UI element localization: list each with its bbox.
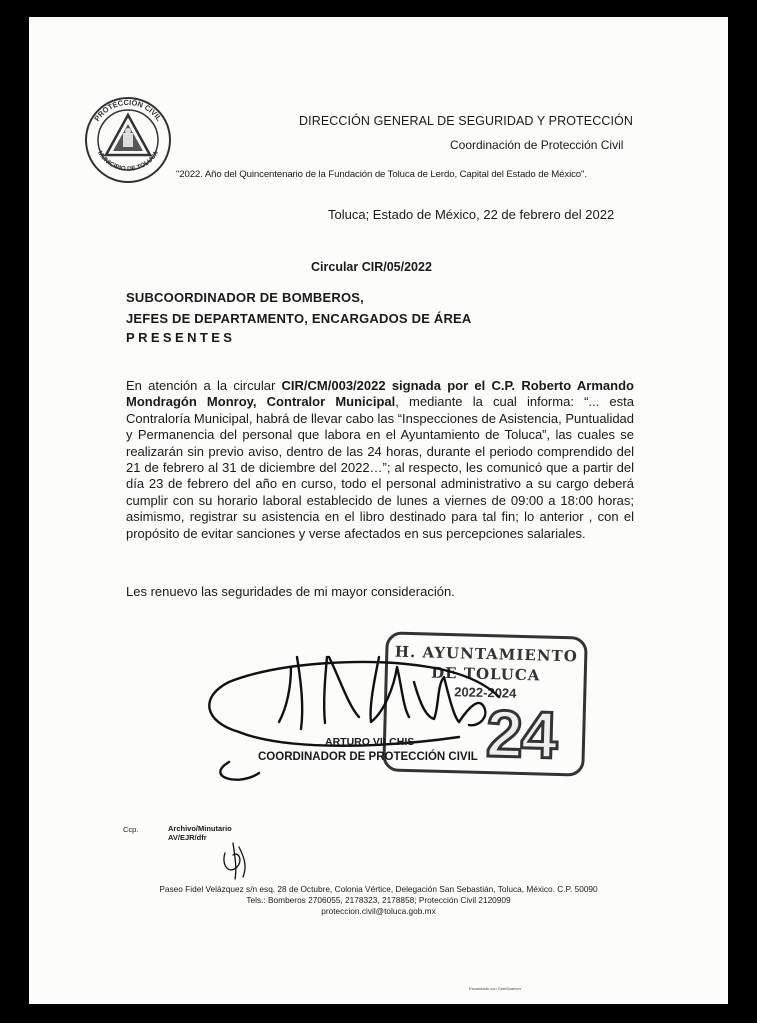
directorate-heading: DIRECCIÓN GENERAL DE SEGURIDAD Y PROTECCIÓN <box>299 114 633 128</box>
closing-line: Les renuevo las seguridades de mi mayor consideración. <box>126 584 455 599</box>
document-page <box>29 17 728 1004</box>
signatory-name: ARTURO VILCHIS <box>325 736 415 748</box>
ccp-label: Ccp. <box>123 825 139 834</box>
body-text: , mediante la cual informa: “... esta Contraloría Municipal, habrá de llevar cabo las “Inspecciones de Asistencia, Puntualidad y Permanencia del personal que labora en el Ayuntamiento de Toluca”, las cuales se realizarán sin previo aviso, dentro de las 24 horas, durante el periodo comprendido del 21 de febrero al 31 de diciembre del 2022…”; al respecto, les comunicó que a partir del día 23 de febrero del año en curso, todo el personal administrativo a su cargo deberá cumplir con su horario laboral establecido de lunes a viernes de 09:00 a 18:00 horas; asimismo, registrar su asistencia en el libro destinado para tal fin; lo anterior , con el propósito de evitar sanciones y verse afectados en sus percepciones salariales. <box>126 394 635 541</box>
stamp-line: H. AYUNTAMIENTO <box>394 642 578 666</box>
footer-email: proteccion.civil@toluca.gob.mx <box>321 906 436 916</box>
addressee-line: JEFES DE DEPARTAMENTO, ENCARGADOS DE ÁREA <box>126 311 472 326</box>
addressee-line: SUBCOORDINADOR DE BOMBEROS, <box>126 290 364 305</box>
footer-phones: Tels.: Bomberos 2706055, 2178323, 2178858; Protección Civil 2120909 <box>246 895 511 905</box>
stamp-number: 24 <box>485 696 557 772</box>
coordination-heading: Coordinación de Protección Civil <box>450 138 624 152</box>
seal-bottom-text: MUNICIPIO DE TOLUCA <box>95 149 160 173</box>
circular-number: Circular CIR/05/2022 <box>311 260 432 274</box>
signatory-title: COORDINADOR DE PROTECCIÓN CIVIL <box>258 751 478 763</box>
stamp-line: DE TOLUCA <box>430 663 541 685</box>
ccp-recipients: Archivo/Minutario AV/EJR/dfr <box>168 824 232 842</box>
seal-top-text: PROTECCIÓN CIVIL <box>92 97 164 123</box>
body-text: En atención a la circular <box>126 378 282 393</box>
scanner-watermark: Escaneado con CamScanner <box>469 986 522 991</box>
place-and-date: Toluca; Estado de México, 22 de febrero del 2022 <box>328 207 615 222</box>
body-text-bold: CIR/CM/003/2022 signada por el C.P. Roberto Armando Mondragón Monroy, Contralor Municipal <box>126 378 634 410</box>
addressee-line: PRESENTES <box>126 330 236 345</box>
handwritten-signature <box>29 17 728 1004</box>
year-motto: "2022. Año del Quincentenario de la Fundación de Toluca de Lerdo, Capital del Estado de México". <box>176 169 587 180</box>
stamp-line: 2022-2024 <box>454 684 517 701</box>
footer-address: Paseo Fidel Velázquez s/n esq. 28 de Octubre, Colonia Vértice, Delegación San Sebastián, Toluca, México. C.P. 50090 <box>159 884 598 894</box>
